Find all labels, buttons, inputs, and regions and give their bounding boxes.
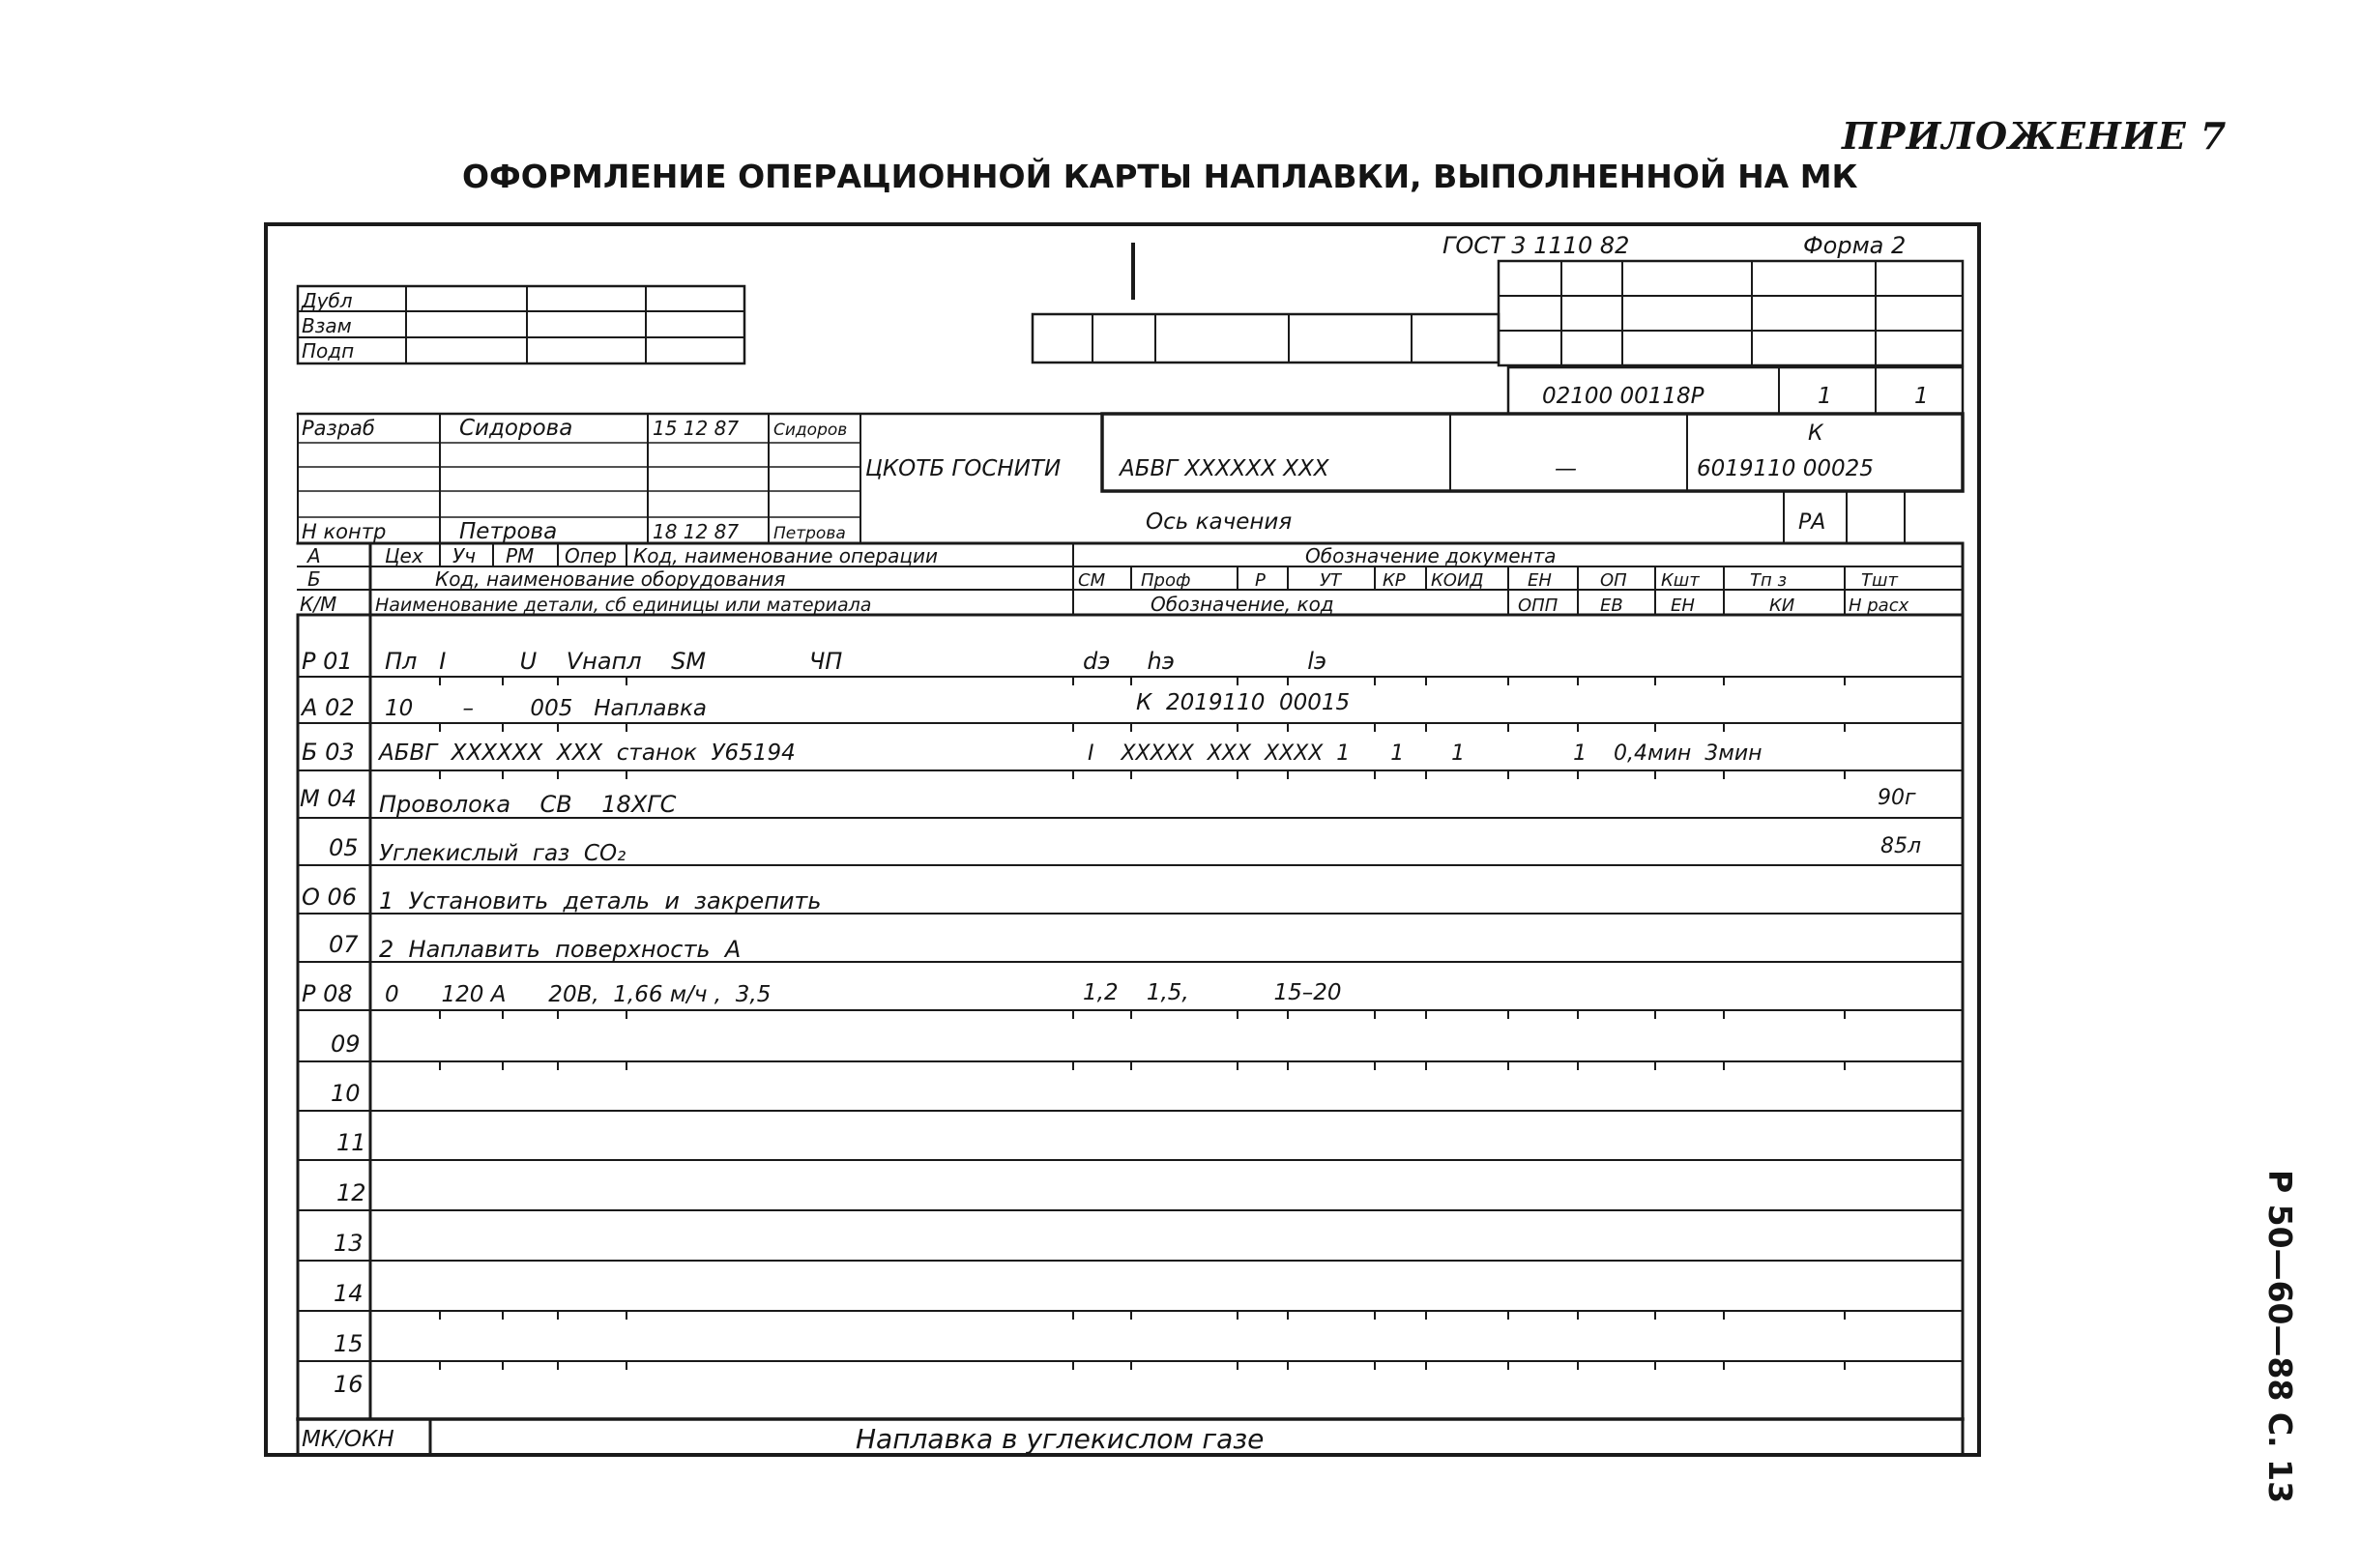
row-id: Р 01 (302, 648, 353, 675)
footer-label: МК/ОКН (302, 1427, 394, 1452)
row-text: АБВГ XXXXXX XXX станок У65194 (379, 740, 796, 766)
sheets-total: 1 (1914, 384, 1929, 409)
col-designation-code: Обозначение, код (1151, 593, 1334, 616)
row-letter-b: Б (307, 567, 321, 591)
ra-code: РА (1798, 510, 1826, 535)
sheet-number: 1 (1818, 384, 1832, 409)
row-right: I XXXXX XXX XXXX 1 1 1 1 0,4мин 3мин (1088, 741, 1763, 766)
razrab-date: 15 12 87 (653, 417, 740, 440)
col-ki: КИ (1769, 595, 1795, 616)
row-id: А 02 (302, 694, 355, 721)
col-tsht: Тшт (1861, 570, 1898, 591)
nkontr-label: Н контр (302, 520, 387, 543)
row-text: Пл I U Vнапл SM ЧП (385, 648, 843, 675)
col-sm: СМ (1078, 570, 1106, 591)
stamp-label-podp: Подп (302, 339, 355, 363)
row-text: 0 120 А 20В, 1,66 м/ч , 3,5 (385, 982, 772, 1007)
row-id: 11 (336, 1129, 366, 1156)
row-id: 10 (331, 1080, 361, 1107)
nkontr-signature: Петрова (773, 524, 846, 543)
stamp-label-dubl: Дубл (302, 289, 353, 312)
row-right: К 2019110 00015 (1136, 690, 1351, 715)
appendix-label: ПРИЛОЖЕНИЕ 7 (1842, 114, 2228, 158)
row-id: Р 08 (302, 980, 353, 1007)
col-tpz: Тп з (1750, 570, 1788, 591)
col-rm: РМ (506, 544, 535, 567)
row-letter-km: К/М (300, 593, 337, 616)
col-oper: Опер (565, 544, 617, 567)
document-code: 02100 00118Р (1542, 384, 1704, 409)
row-text: 10 – 005 Наплавка (385, 696, 708, 721)
nkontr-date: 18 12 87 (653, 520, 740, 543)
col-op: ОП (1600, 570, 1627, 591)
nkontr-name: Петрова (459, 519, 558, 544)
row-right: 1,2 1,5, 15–20 (1083, 980, 1342, 1005)
col-tsekh: Цех (385, 544, 423, 567)
col-part-name: Наименование детали, сб единицы или материала (375, 595, 872, 616)
row-id: Б 03 (302, 739, 355, 766)
footer-text: Наплавка в углекислом газе (856, 1423, 1265, 1455)
table-rows (300, 648, 1921, 1398)
razrab-label: Разраб (302, 417, 375, 440)
row-id: М 04 (300, 785, 357, 812)
col-ksht: Кшт (1661, 570, 1700, 591)
row-text: 1 Установить деталь и закрепить (379, 887, 822, 915)
part-designation: АБВГ XXXXXX XXX (1120, 456, 1329, 481)
row-id: О 06 (302, 884, 358, 911)
col-ev: ЕВ (1600, 595, 1623, 616)
row-text: Проволока СВ 18ХГС (379, 791, 677, 818)
organization: ЦКОТБ ГОСНИТИ (865, 456, 1062, 481)
col-equipment: Код, наименование оборудования (435, 567, 786, 591)
k-code: 6019110 00025 (1697, 456, 1874, 481)
row-text: Углекислый газ СО₂ (379, 841, 626, 866)
row-id: 14 (334, 1280, 364, 1307)
page-title: ОФОРМЛЕНИЕ ОПЕРАЦИОННОЙ КАРТЫ НАПЛАВКИ, ВЫПОЛНЕННОЙ НА МК (462, 158, 1858, 195)
row-id: 16 (334, 1371, 364, 1398)
col-n-rashod: Н расх (1849, 595, 1909, 616)
row-id: 15 (334, 1330, 364, 1357)
row-id: 13 (334, 1230, 364, 1257)
part-name: Ось качения (1146, 509, 1293, 535)
col-prof: Проф (1141, 570, 1191, 591)
k-label: К (1808, 421, 1823, 446)
col-en: ЕН (1528, 570, 1552, 591)
col-ut: УТ (1320, 570, 1341, 591)
dash-field: — (1555, 456, 1577, 481)
col-uch: Уч (452, 544, 477, 567)
col-r: Р (1255, 570, 1266, 591)
col-opp: ОПП (1518, 595, 1559, 616)
col-doc-designation: Обозначение документа (1305, 544, 1557, 567)
col-koid: КОИД (1431, 570, 1484, 591)
row-text: 2 Наплавить поверхность А (379, 936, 742, 963)
row-right: dэ hэ lэ (1083, 648, 1327, 675)
row-id: 09 (331, 1031, 361, 1058)
razrab-signature: Сидоров (773, 421, 848, 440)
row-letter-a: А (307, 544, 321, 567)
row-id: 07 (329, 931, 359, 958)
gost-label: ГОСТ 3 1110 82 (1442, 232, 1630, 259)
razrab-name: Сидорова (459, 416, 573, 441)
row-id: 05 (329, 834, 359, 861)
col-en2: ЕН (1671, 595, 1695, 616)
col-kr: КР (1383, 570, 1406, 591)
forma-label: Форма 2 (1803, 232, 1907, 259)
stamp-label-vzam: Взам (302, 314, 352, 337)
col-operation-name: Код, наименование операции (633, 544, 938, 567)
row-right: 90г (1878, 786, 1916, 810)
row-right: 85л (1880, 834, 1922, 858)
row-id: 12 (336, 1179, 366, 1206)
side-page-code: Р 50—60—88 С. 13 (2261, 1170, 2299, 1504)
